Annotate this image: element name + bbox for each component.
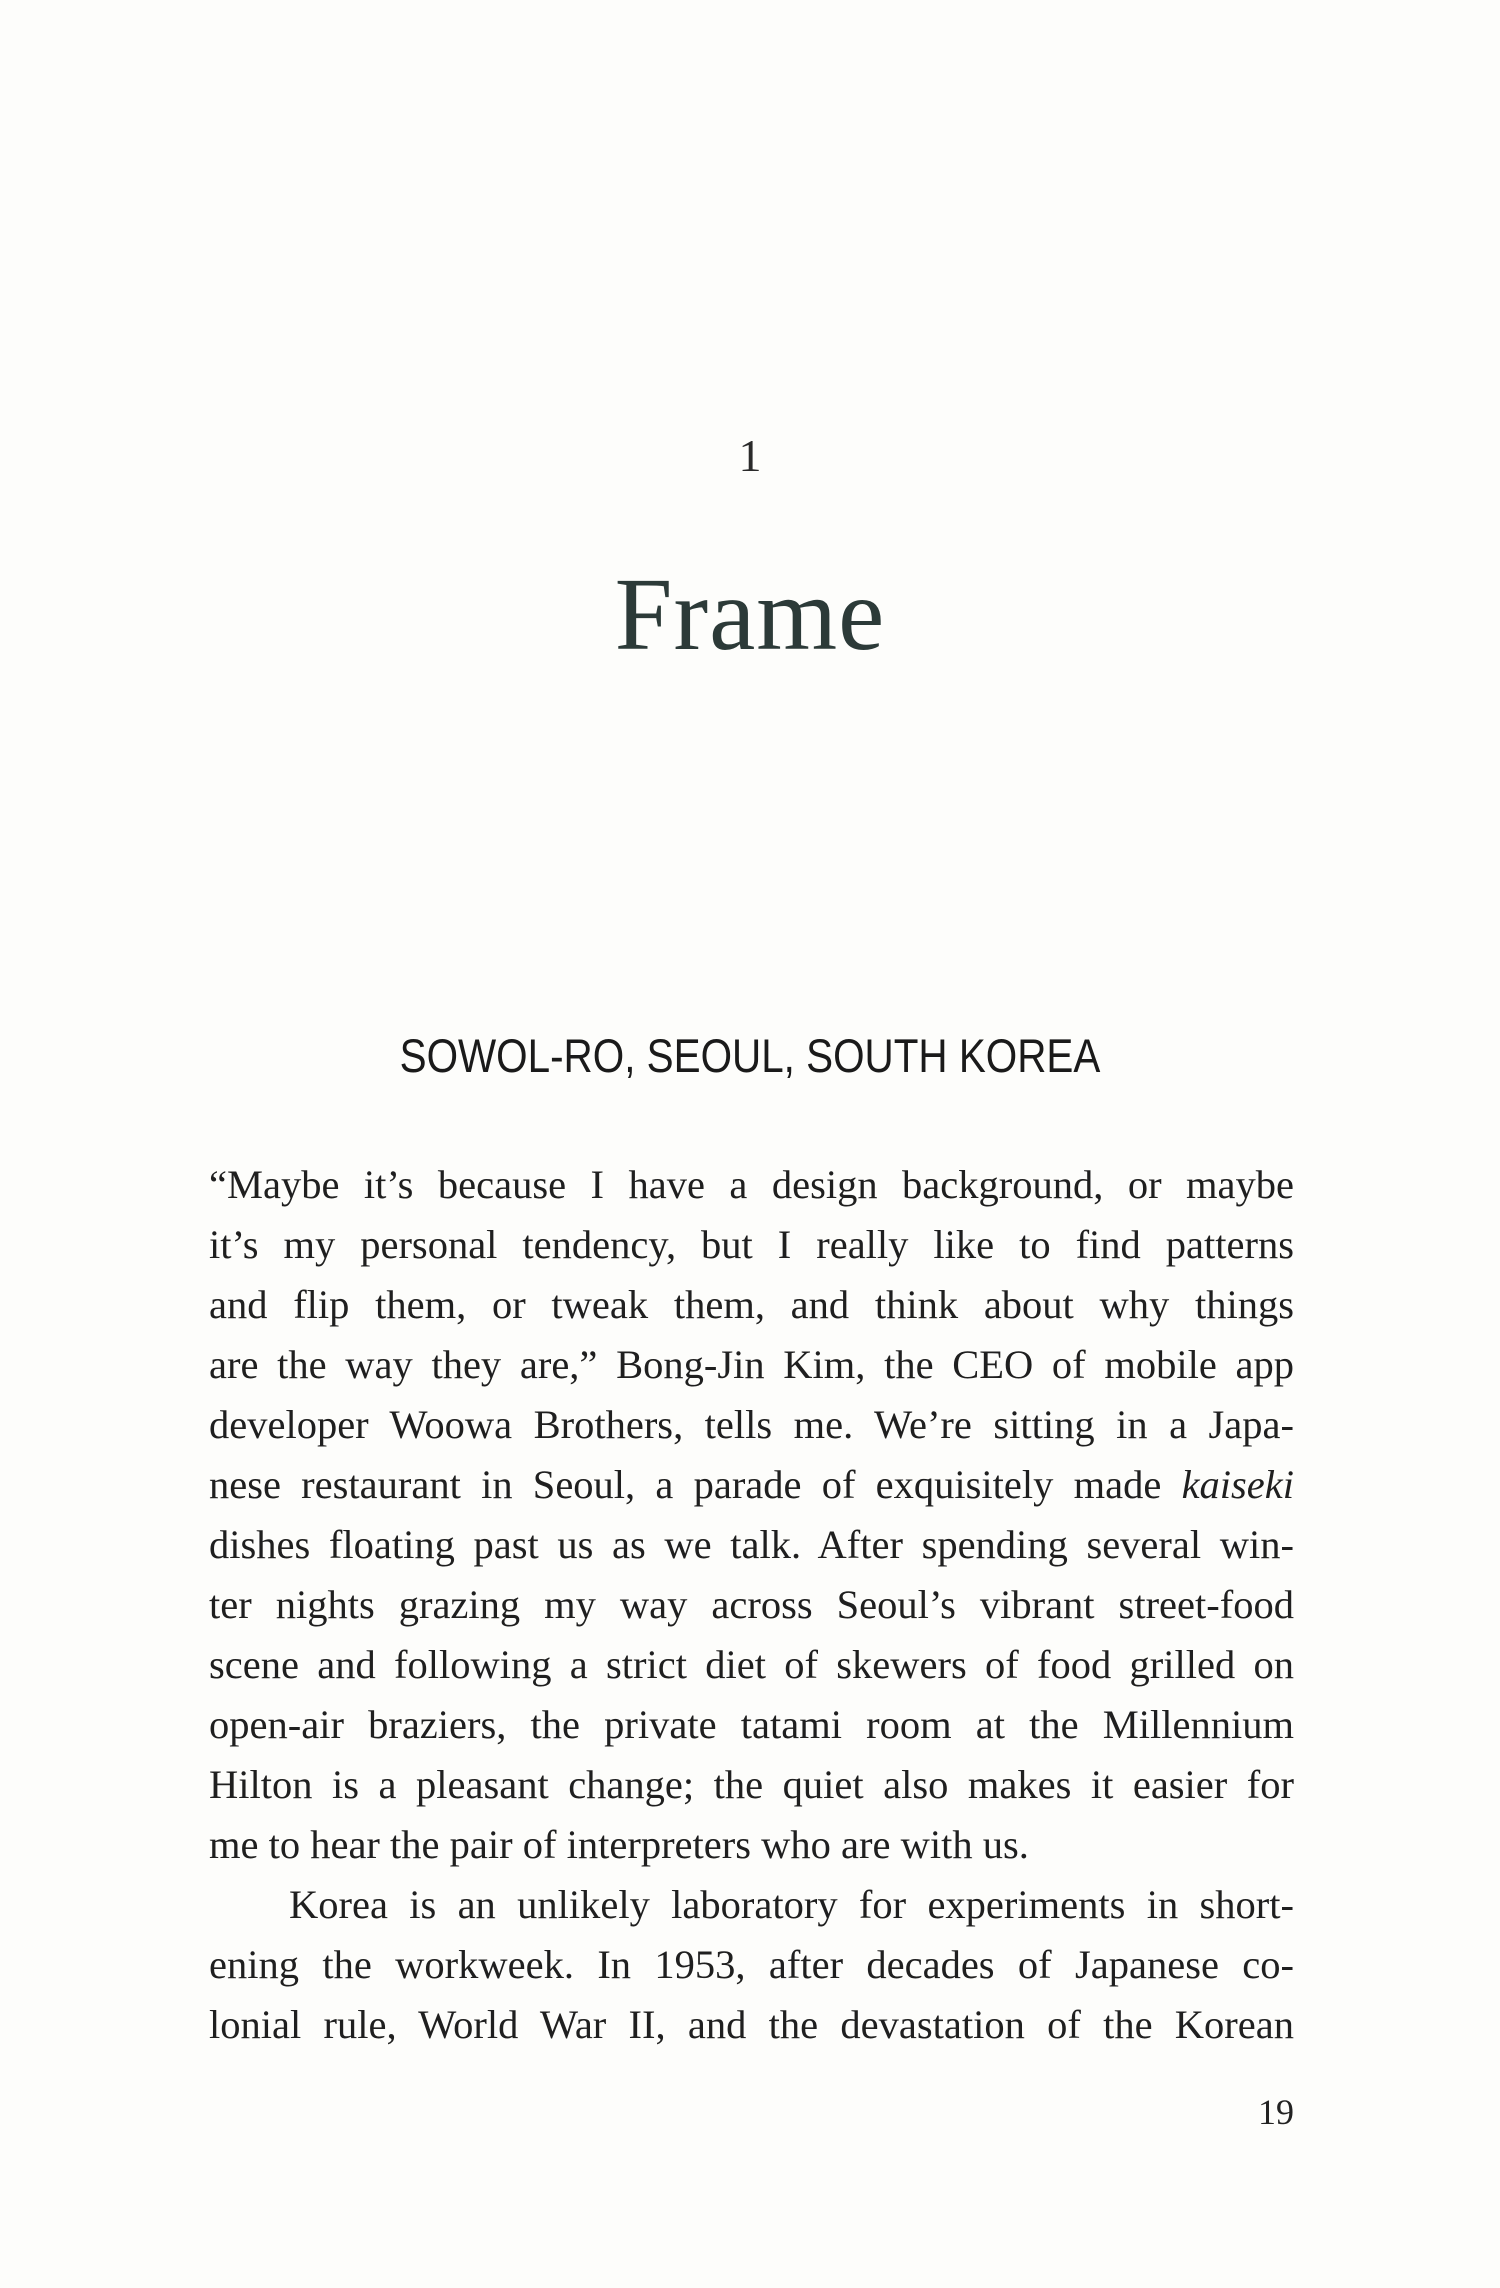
paragraph-1-line-6: [209, 1455, 1294, 1515]
italic-word-kaiseki: kaiseki: [1181, 1462, 1295, 1507]
paragraph-1-line-2: it’s my personal tendency, but I really like to find patterns: [209, 1222, 1294, 1267]
paragraph-2-line-3: lonial rule, World War II, and the devastation of the Korean: [209, 2002, 1294, 2047]
paragraph-1-line-4: are the way they are,” Bong-Jin Kim, the CEO of mobile app: [209, 1342, 1294, 1387]
paragraph-1-line-7: dishes floating past us as we talk. After spending several win-: [209, 1522, 1294, 1567]
paragraph-2-line-1: Korea is an unlikely laboratory for experiments in short-: [289, 1882, 1294, 1927]
paragraph-1-line-3: and flip them, or tweak them, and think about why things: [209, 1282, 1294, 1327]
section-location-heading: SOWOL-RO, SEOUL, SOUTH KOREA: [399, 1029, 1101, 1082]
paragraph-1-line-10: open-air braziers, the private tatami room at the Millennium: [209, 1702, 1294, 1747]
paragraph-1-line-5: developer Woowa Brothers, tells me. We’re sitting in a Japa-: [209, 1402, 1294, 1447]
paragraph-1-line-8: ter nights grazing my way across Seoul’s vibrant street-food: [209, 1582, 1294, 1627]
body-text: [209, 1155, 1294, 2055]
paragraph-1-line-12: me to hear the pair of interpreters who are with us.: [209, 1822, 1029, 1867]
paragraph-2-line-2: ening the workweek. In 1953, after decades of Japanese co-: [209, 1942, 1294, 1987]
paragraph-1-line-11: Hilton is a pleasant change; the quiet also makes it easier for: [209, 1762, 1294, 1807]
paragraph-1-line-6-text: nese restaurant in Seoul, a parade of exquisitely made: [209, 1462, 1162, 1507]
page-number: 19: [1258, 2092, 1294, 2132]
chapter-title: Frame: [614, 557, 886, 672]
paragraph-1-line-9: scene and following a strict diet of skewers of food grilled on: [209, 1642, 1294, 1687]
chapter-number: 1: [738, 430, 762, 481]
paragraph-1-line-1: “Maybe it’s because I have a design background, or maybe: [209, 1162, 1294, 1207]
